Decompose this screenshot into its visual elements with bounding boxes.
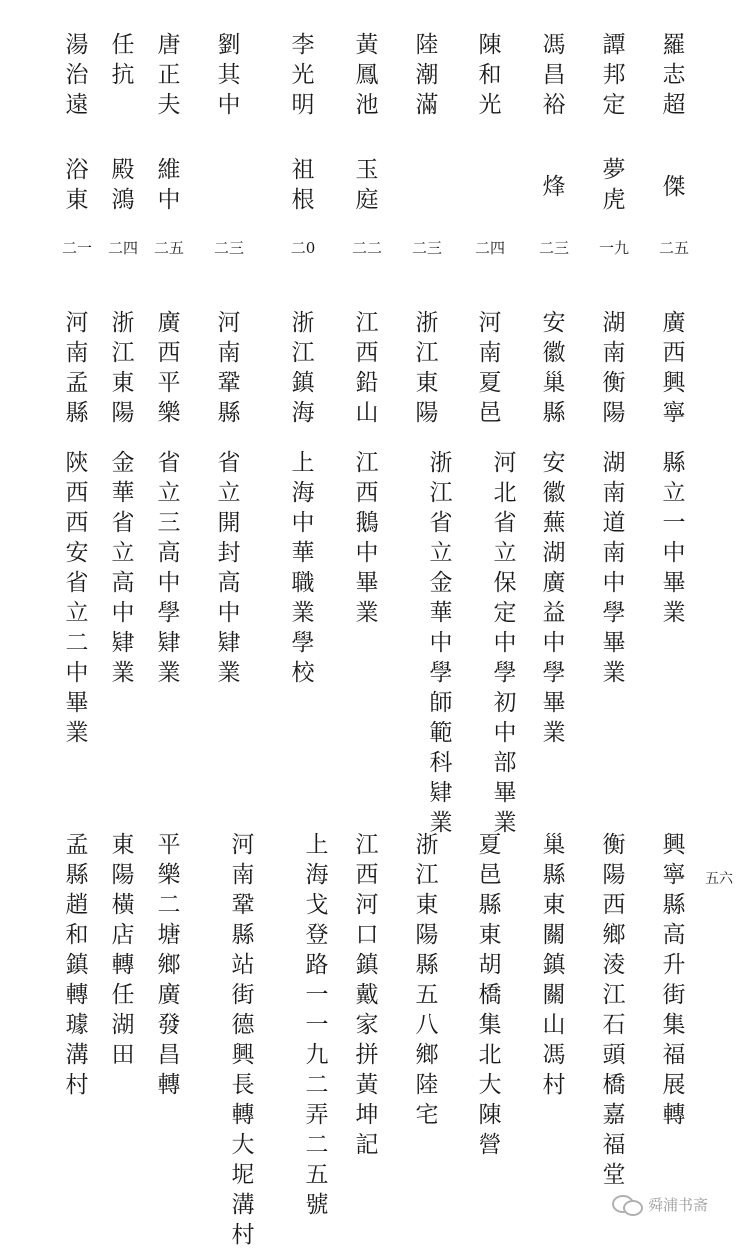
native-place: 浙江鎮海 (291, 310, 315, 426)
courtesy-name: 殿鴻 (111, 157, 135, 213)
native-place: 湖南衡陽 (602, 310, 626, 426)
age: 二三 (538, 239, 569, 257)
courtesy-name: 烽 (542, 174, 566, 200)
student-name: 馮昌裕 (542, 32, 566, 118)
native-place: 安徽巢縣 (542, 310, 566, 426)
courtesy-name: 浴東 (65, 157, 89, 213)
address: 興寧縣高升街集福展轉 (662, 832, 686, 1128)
student-name: 湯治遠 (65, 32, 89, 118)
courtesy-name: 維中 (157, 157, 181, 213)
address: 浙江東陽縣五八鄉陸宅 (415, 832, 439, 1128)
education: 縣立一中畢業 (662, 450, 686, 626)
education: 金華省立高中肄業 (111, 450, 135, 686)
native-place: 江西鉛山 (355, 310, 379, 426)
education: 河北省立保定中學初中部畢業 (493, 450, 517, 836)
education: 湖南道南中學畢業 (602, 450, 626, 686)
address: 江西河口鎮戴家拼黃坤記 (355, 832, 379, 1158)
education: 江西鵝中畢業 (355, 450, 379, 626)
age: 二0 (290, 239, 316, 257)
age: 一九 (598, 239, 629, 257)
native-place: 河南鞏縣 (217, 310, 241, 426)
age: 二五 (153, 239, 184, 257)
student-name: 唐正夫 (157, 32, 181, 118)
native-place: 浙江東陽 (415, 310, 439, 426)
student-name: 任 抗 (111, 32, 158, 88)
student-name: 李光明 (291, 32, 315, 118)
education: 安徽蕪湖廣益中學畢業 (542, 450, 566, 746)
age: 二三 (213, 239, 244, 257)
student-name: 陳和光 (478, 32, 502, 118)
student-name: 陸潮滿 (415, 32, 439, 118)
native-place: 河南夏邑 (478, 310, 502, 426)
education: 浙江省立金華中學師範科肄業 (429, 450, 453, 836)
native-place: 廣西興寧 (662, 310, 686, 426)
age: 二四 (474, 239, 505, 257)
courtesy-name: 玉庭 (355, 157, 379, 213)
watermark (612, 1193, 708, 1215)
student-name: 黃鳳池 (355, 32, 379, 118)
address: 孟縣趙和鎮轉璩溝村 (65, 832, 89, 1098)
age: 二一 (61, 239, 92, 257)
age: 二五 (658, 239, 689, 257)
address: 衡陽西鄉淩江石頭橋嘉福堂 (602, 832, 626, 1188)
native-place: 河南孟縣 (65, 310, 89, 426)
age: 二四 (107, 239, 138, 257)
address: 上海戈登路一一九二弄二五號 (305, 832, 329, 1218)
address: 河南鞏縣站街德興長轉大坭溝村 (231, 832, 255, 1248)
wechat-icon (612, 1193, 642, 1215)
native-place: 廣西平樂 (157, 310, 181, 426)
address: 巢縣東關鎮關山馮村 (542, 832, 566, 1098)
courtesy-name: 傑 (662, 174, 686, 200)
courtesy-name: 祖根 (291, 157, 315, 213)
page-number: 五六 (705, 871, 733, 887)
student-name: 譚邦定 (602, 32, 626, 118)
courtesy-name: 夢虎 (602, 157, 626, 213)
education: 陝西西安省立二中畢業 (65, 450, 89, 746)
native-place: 浙江東陽 (111, 310, 135, 426)
address: 平樂二塘鄉廣發昌轉 (157, 832, 181, 1098)
address: 夏邑縣東胡橋集北大陳營 (478, 832, 502, 1158)
education: 省立開封高中肄業 (217, 450, 241, 686)
student-name: 羅志超 (662, 32, 686, 118)
student-name: 劉其中 (217, 32, 241, 118)
education: 上海中華職業學校 (291, 450, 315, 686)
address: 東陽橫店轉任湖田 (111, 832, 135, 1068)
age: 二二 (351, 239, 382, 257)
age: 二三 (411, 239, 442, 257)
watermark-text: 舜浦书斋 (648, 1195, 709, 1214)
education: 省立三高中學肄業 (157, 450, 181, 686)
